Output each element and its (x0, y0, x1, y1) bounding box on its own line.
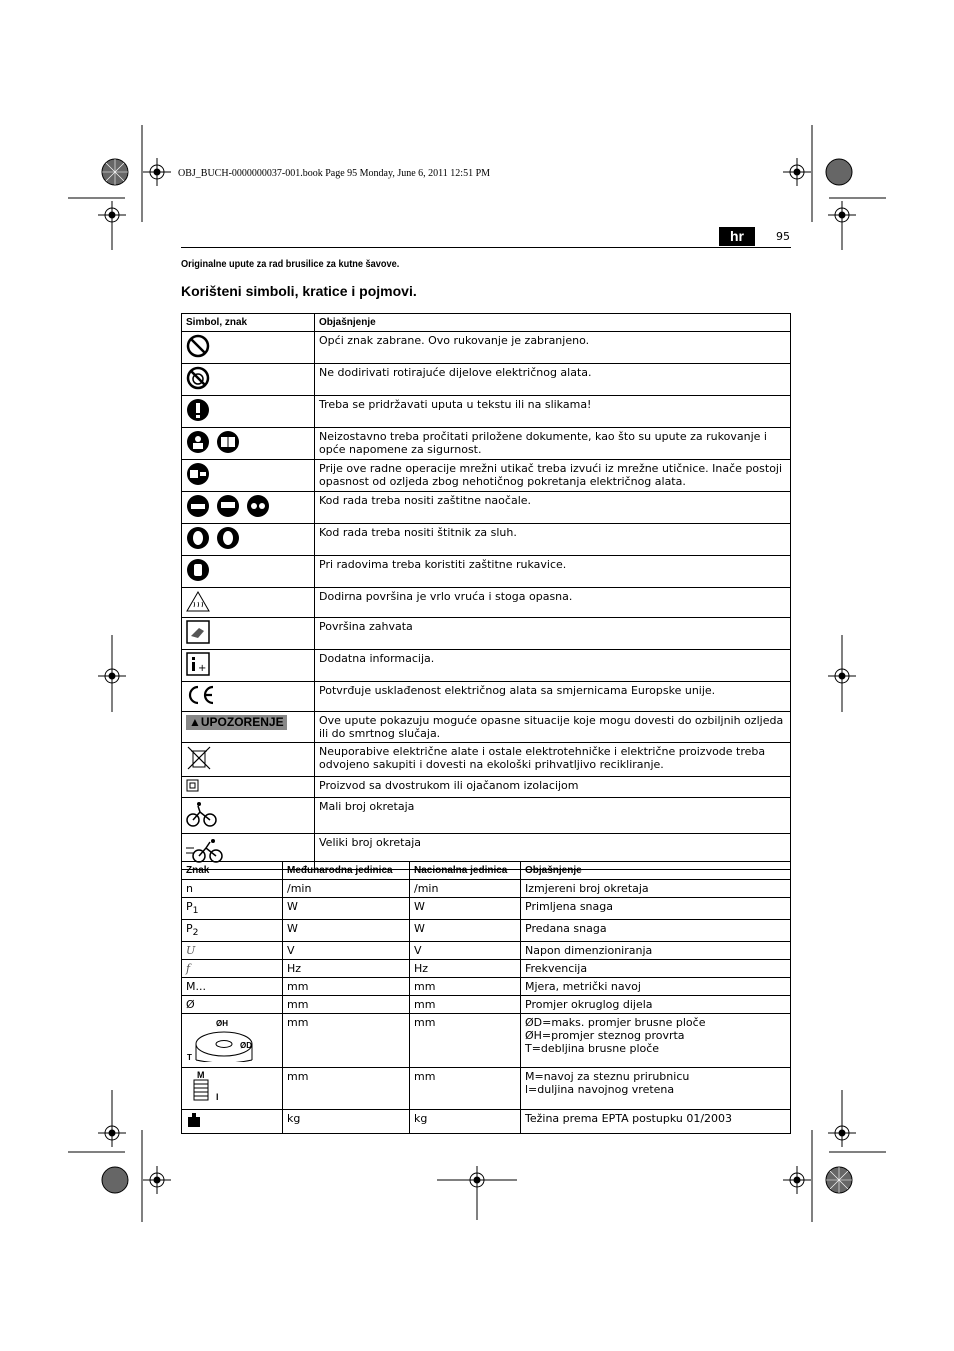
book-file-line: OBJ_BUCH-0000000037-001.book Page 95 Monday, June 6, 2011 12:51 PM (178, 168, 491, 179)
thread-l-label: l (216, 1092, 219, 1103)
table-header-row (182, 314, 791, 332)
table-row (182, 743, 791, 777)
explanation-cell: Ne dodirivati rotirajuće dijelove električnog alata. (315, 364, 791, 396)
disc-diameter-label: ØD (240, 1041, 252, 1051)
explanation-line: l=duljina navojnog vretena (525, 1083, 675, 1097)
table-row (182, 650, 791, 682)
hot-surface-icon (186, 590, 210, 615)
table-row (182, 777, 791, 798)
grip-surface-icon (186, 620, 210, 647)
explanation-cell: Potvrđuje usklađenost električnog alata sa smjernicama Europske unije. (315, 682, 791, 712)
explanation-cell: Proizvod sa dvostrukom ili ojačanom izolacijom (315, 777, 791, 798)
warning-label (186, 715, 287, 730)
slow-cyclist-icon (186, 800, 218, 831)
intl-unit-cell: kg (283, 1110, 410, 1134)
sign-cell: f (182, 960, 283, 978)
table-header-row (182, 862, 791, 880)
intl-unit-cell: mm (283, 978, 410, 996)
ce-mark-icon (186, 684, 216, 709)
read-manual-icon (186, 430, 242, 457)
natl-unit-cell: mm (410, 996, 521, 1014)
natl-unit-cell: V (410, 942, 521, 960)
prohibition-icon (186, 334, 210, 361)
table-row (182, 798, 791, 834)
ear-protection-icon (186, 526, 242, 553)
svg-text:+: + (198, 663, 207, 674)
sign-cell: $P_1$ (182, 898, 283, 920)
explanation-cell (521, 1068, 791, 1110)
weight-icon (186, 1112, 202, 1131)
eye-protection-icon (186, 494, 270, 521)
explanation-cell: Težina prema EPTA postupku 01/2003 (521, 1110, 791, 1134)
gloves-icon (186, 558, 210, 585)
explanation-line: ØH=promjer steznog provrta (525, 1029, 685, 1043)
table-row (182, 960, 791, 978)
disc-hole-label: ØH (216, 1019, 228, 1029)
warning-triangle-icon: ▲ (189, 715, 201, 729)
explanation-cell: Površina zahvata (315, 618, 791, 650)
table-row (182, 618, 791, 650)
table-row (182, 1068, 791, 1110)
column-header: Međunarodna jedinica (283, 862, 410, 880)
explanation-cell: Napon dimenzioniranja (521, 942, 791, 960)
natl-unit-cell: mm (410, 978, 521, 996)
explanation-cell: Dodatna informacija. (315, 650, 791, 682)
table-row (182, 364, 791, 396)
column-header: Objašnjenje (521, 862, 791, 880)
explanation-cell: Neuporabive električne alate i ostale elektrotehničke i električne proizvode treba odvojeno sakupiti i dovesti na ekološki prihvatljivo recikliranje. (315, 743, 791, 777)
disc-dimensions-icon (186, 1016, 256, 1065)
table-row (182, 898, 791, 920)
table-row (182, 880, 791, 898)
document-subtitle: Originalne upute za rad brusilice za kutne šavove. (181, 259, 400, 270)
table-row (182, 1110, 791, 1134)
column-header: Simbol, znak (182, 314, 315, 332)
table-row (182, 996, 791, 1014)
sign-cell: n (182, 880, 283, 898)
explanation-cell: Predana snaga (521, 920, 791, 942)
units-table (181, 861, 791, 1134)
natl-unit-cell: kg (410, 1110, 521, 1134)
column-header: Nacionalna jedinica (410, 862, 521, 880)
sign-cell: Ø (182, 996, 283, 1014)
explanation-line: ØD=maks. promjer brusne ploče (525, 1016, 706, 1030)
double-insulation-icon (186, 779, 200, 795)
intl-unit-cell: V (283, 942, 410, 960)
explanation-cell: Prije ove radne operacije mrežni utikač treba izvući iz mrežne utičnice. Inače postoji opasnost od ozljeda zbog nehotičnog pokretanja električnog alata. (315, 460, 791, 492)
explanation-cell: Pri radovima treba koristiti zaštitne rukavice. (315, 556, 791, 588)
explanation-line: M=navoj za steznu prirubnicu (525, 1070, 690, 1084)
table-row (182, 492, 791, 524)
explanation-cell: Promjer okruglog dijela (521, 996, 791, 1014)
table-row (182, 978, 791, 996)
explanation-cell: Frekvencija (521, 960, 791, 978)
explanation-line: T=debljina brusne ploče (525, 1042, 660, 1056)
section-title: Korišteni simboli, kratice i pojmovi. (181, 283, 417, 299)
explanation-cell: Kod rada treba nositi štitnik za sluh. (315, 524, 791, 556)
explanation-cell: Izmjereni broj okretaja (521, 880, 791, 898)
table-row (182, 942, 791, 960)
intl-unit-cell: W (283, 920, 410, 942)
explanation-cell: Neizostavno treba pročitati priložene dokumente, kao što su upute za rukovanje i opće napomene za sigurnost. (315, 428, 791, 460)
natl-unit-cell: Hz (410, 960, 521, 978)
explanation-cell: Opći znak zabrane. Ovo rukovanje je zabranjeno. (315, 332, 791, 364)
spindle-thread-icon (186, 1070, 226, 1107)
intl-unit-cell: mm (283, 996, 410, 1014)
natl-unit-cell: mm (410, 1014, 521, 1068)
thread-m-label: M (197, 1070, 205, 1081)
exclamation-icon (186, 398, 210, 425)
language-tab: hr (719, 227, 755, 246)
column-header: Znak (182, 862, 283, 880)
explanation-cell: Ove upute pokazuju moguće opasne situacije koje mogu dovesti do ozbiljnih ozljeda ili do smrtnog slučaja. (315, 712, 791, 743)
explanation-cell: Treba se pridržavati uputa u tekstu ili na slikama! (315, 396, 791, 428)
explanation-cell: Dodirna površina je vrlo vruća i stoga opasna. (315, 588, 791, 618)
explanation-cell: Kod rada treba nositi zaštitne naočale. (315, 492, 791, 524)
info-icon (186, 652, 210, 679)
explanation-cell: Primljena snaga (521, 898, 791, 920)
natl-unit-cell: W (410, 898, 521, 920)
intl-unit-cell: Hz (283, 960, 410, 978)
table-row (182, 682, 791, 712)
table-row (182, 920, 791, 942)
explanation-cell (521, 1014, 791, 1068)
explanation-cell: Mjera, metrički navoj (521, 978, 791, 996)
table-row (182, 332, 791, 364)
table-row (182, 428, 791, 460)
explanation-cell: Mali broj okretaja (315, 798, 791, 834)
intl-unit-cell: mm (283, 1014, 410, 1068)
table-row (182, 588, 791, 618)
natl-unit-cell: mm (410, 1068, 521, 1110)
intl-unit-cell: mm (283, 1068, 410, 1110)
sign-cell: M... (182, 978, 283, 996)
table-row (182, 712, 791, 743)
table-row (182, 1014, 791, 1068)
intl-unit-cell: W (283, 898, 410, 920)
sign-cell: $P_2$ (182, 920, 283, 942)
column-header: Objašnjenje (315, 314, 791, 332)
table-row (182, 460, 791, 492)
unplug-icon (186, 462, 210, 489)
table-row (182, 524, 791, 556)
table-row (182, 396, 791, 428)
natl-unit-cell: W (410, 920, 521, 942)
intl-unit-cell: /min (283, 880, 410, 898)
symbols-table (181, 313, 791, 870)
warning-label-text: UPOZORENJE (200, 715, 284, 729)
page-number: 95 (776, 230, 790, 243)
no-touch-rotating-icon (186, 366, 210, 393)
crossed-bin-icon (186, 745, 212, 774)
sign-cell: U (182, 942, 283, 960)
header-rule (181, 247, 791, 248)
table-row (182, 556, 791, 588)
natl-unit-cell: /min (410, 880, 521, 898)
explanation-cell: Veliki broj okretaja (315, 834, 791, 870)
disc-thickness-label: T (187, 1053, 192, 1063)
